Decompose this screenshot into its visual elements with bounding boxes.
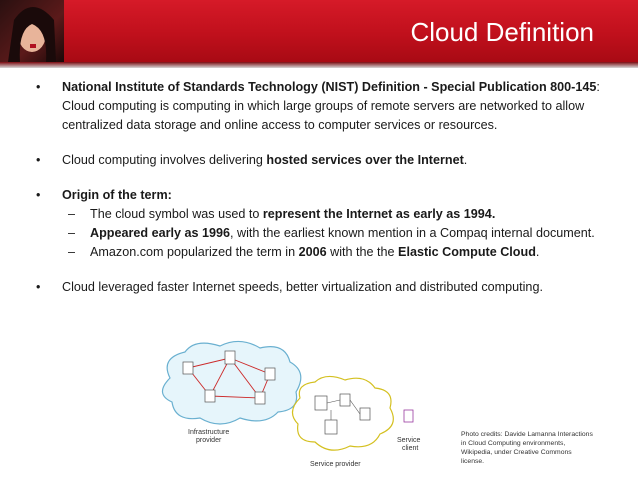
header-photo [0,0,64,62]
hosted-post: . [463,153,468,167]
hosted-pre: Cloud computing involves delivering [62,153,267,167]
origin-sub-1994 [68,205,626,224]
bullet-dot: • [36,280,41,294]
sub3-bold-ec2: Elastic Compute Cloud [398,245,536,259]
sub3-bold-year: 2006 [298,245,327,259]
origin-sub-2006 [68,243,626,262]
nist-heading: National Institute of Standards Technology (NIST) Definition - Special Publication 800-145 [62,80,597,94]
bullet-nist [36,78,626,135]
bullet-dot: • [36,80,41,94]
sub3-post: . [535,245,540,259]
service-client-device [404,410,413,422]
sub3-pre: Amazon.com popularized the term in [90,245,299,259]
service-provider-label: Service provider [310,461,361,468]
bullet-dot: • [36,188,41,202]
origin-heading: Origin of the term: [62,188,172,202]
title-bar-divider [0,62,638,68]
bullet-hosted-services [36,151,626,170]
sub1-pre: The cloud symbol was used to [90,207,263,221]
sub-dash: – [68,207,76,221]
title-bar [0,0,638,62]
origin-sub-1996 [68,224,626,243]
bullet-origin [36,186,626,262]
sub-dash: – [68,226,76,240]
sub-dash: – [68,245,76,259]
photo-credits: Photo credits: Davide Lamanna Interactions in Cloud Computing environments, Wikipedia, under Creative Commons license. [461,431,593,465]
bullet-leverage [36,278,626,297]
bullet-dot: • [36,153,41,167]
bullet-list [36,78,626,313]
sub2-post: , with the earliest known mention in a Compaq internal document. [230,226,595,240]
client-label-1: Service [397,437,421,444]
leverage-text: Cloud leveraged faster Internet speeds, better virtualization and distributed computing. [62,280,543,294]
client-label-2: client [402,445,419,452]
sub1-bold: represent the Internet as early as 1994. [262,207,496,221]
nist-definition: : Cloud computing is computing in which large groups of remote servers are networked to allow centralized data storage and online access to computer services or resources. [62,80,600,132]
sub3-mid: with the the [326,245,399,259]
slide-title: Cloud Definition [410,17,594,47]
hosted-bold: hosted services over the Internet [266,153,464,167]
cloud-diagram [150,338,450,468]
infra-label-1: Infrastructure [188,429,230,436]
infra-label-2: provider [196,437,222,444]
service-provider-cloud-shape [292,376,393,450]
sub2-bold: Appeared early as 1996 [90,226,231,240]
